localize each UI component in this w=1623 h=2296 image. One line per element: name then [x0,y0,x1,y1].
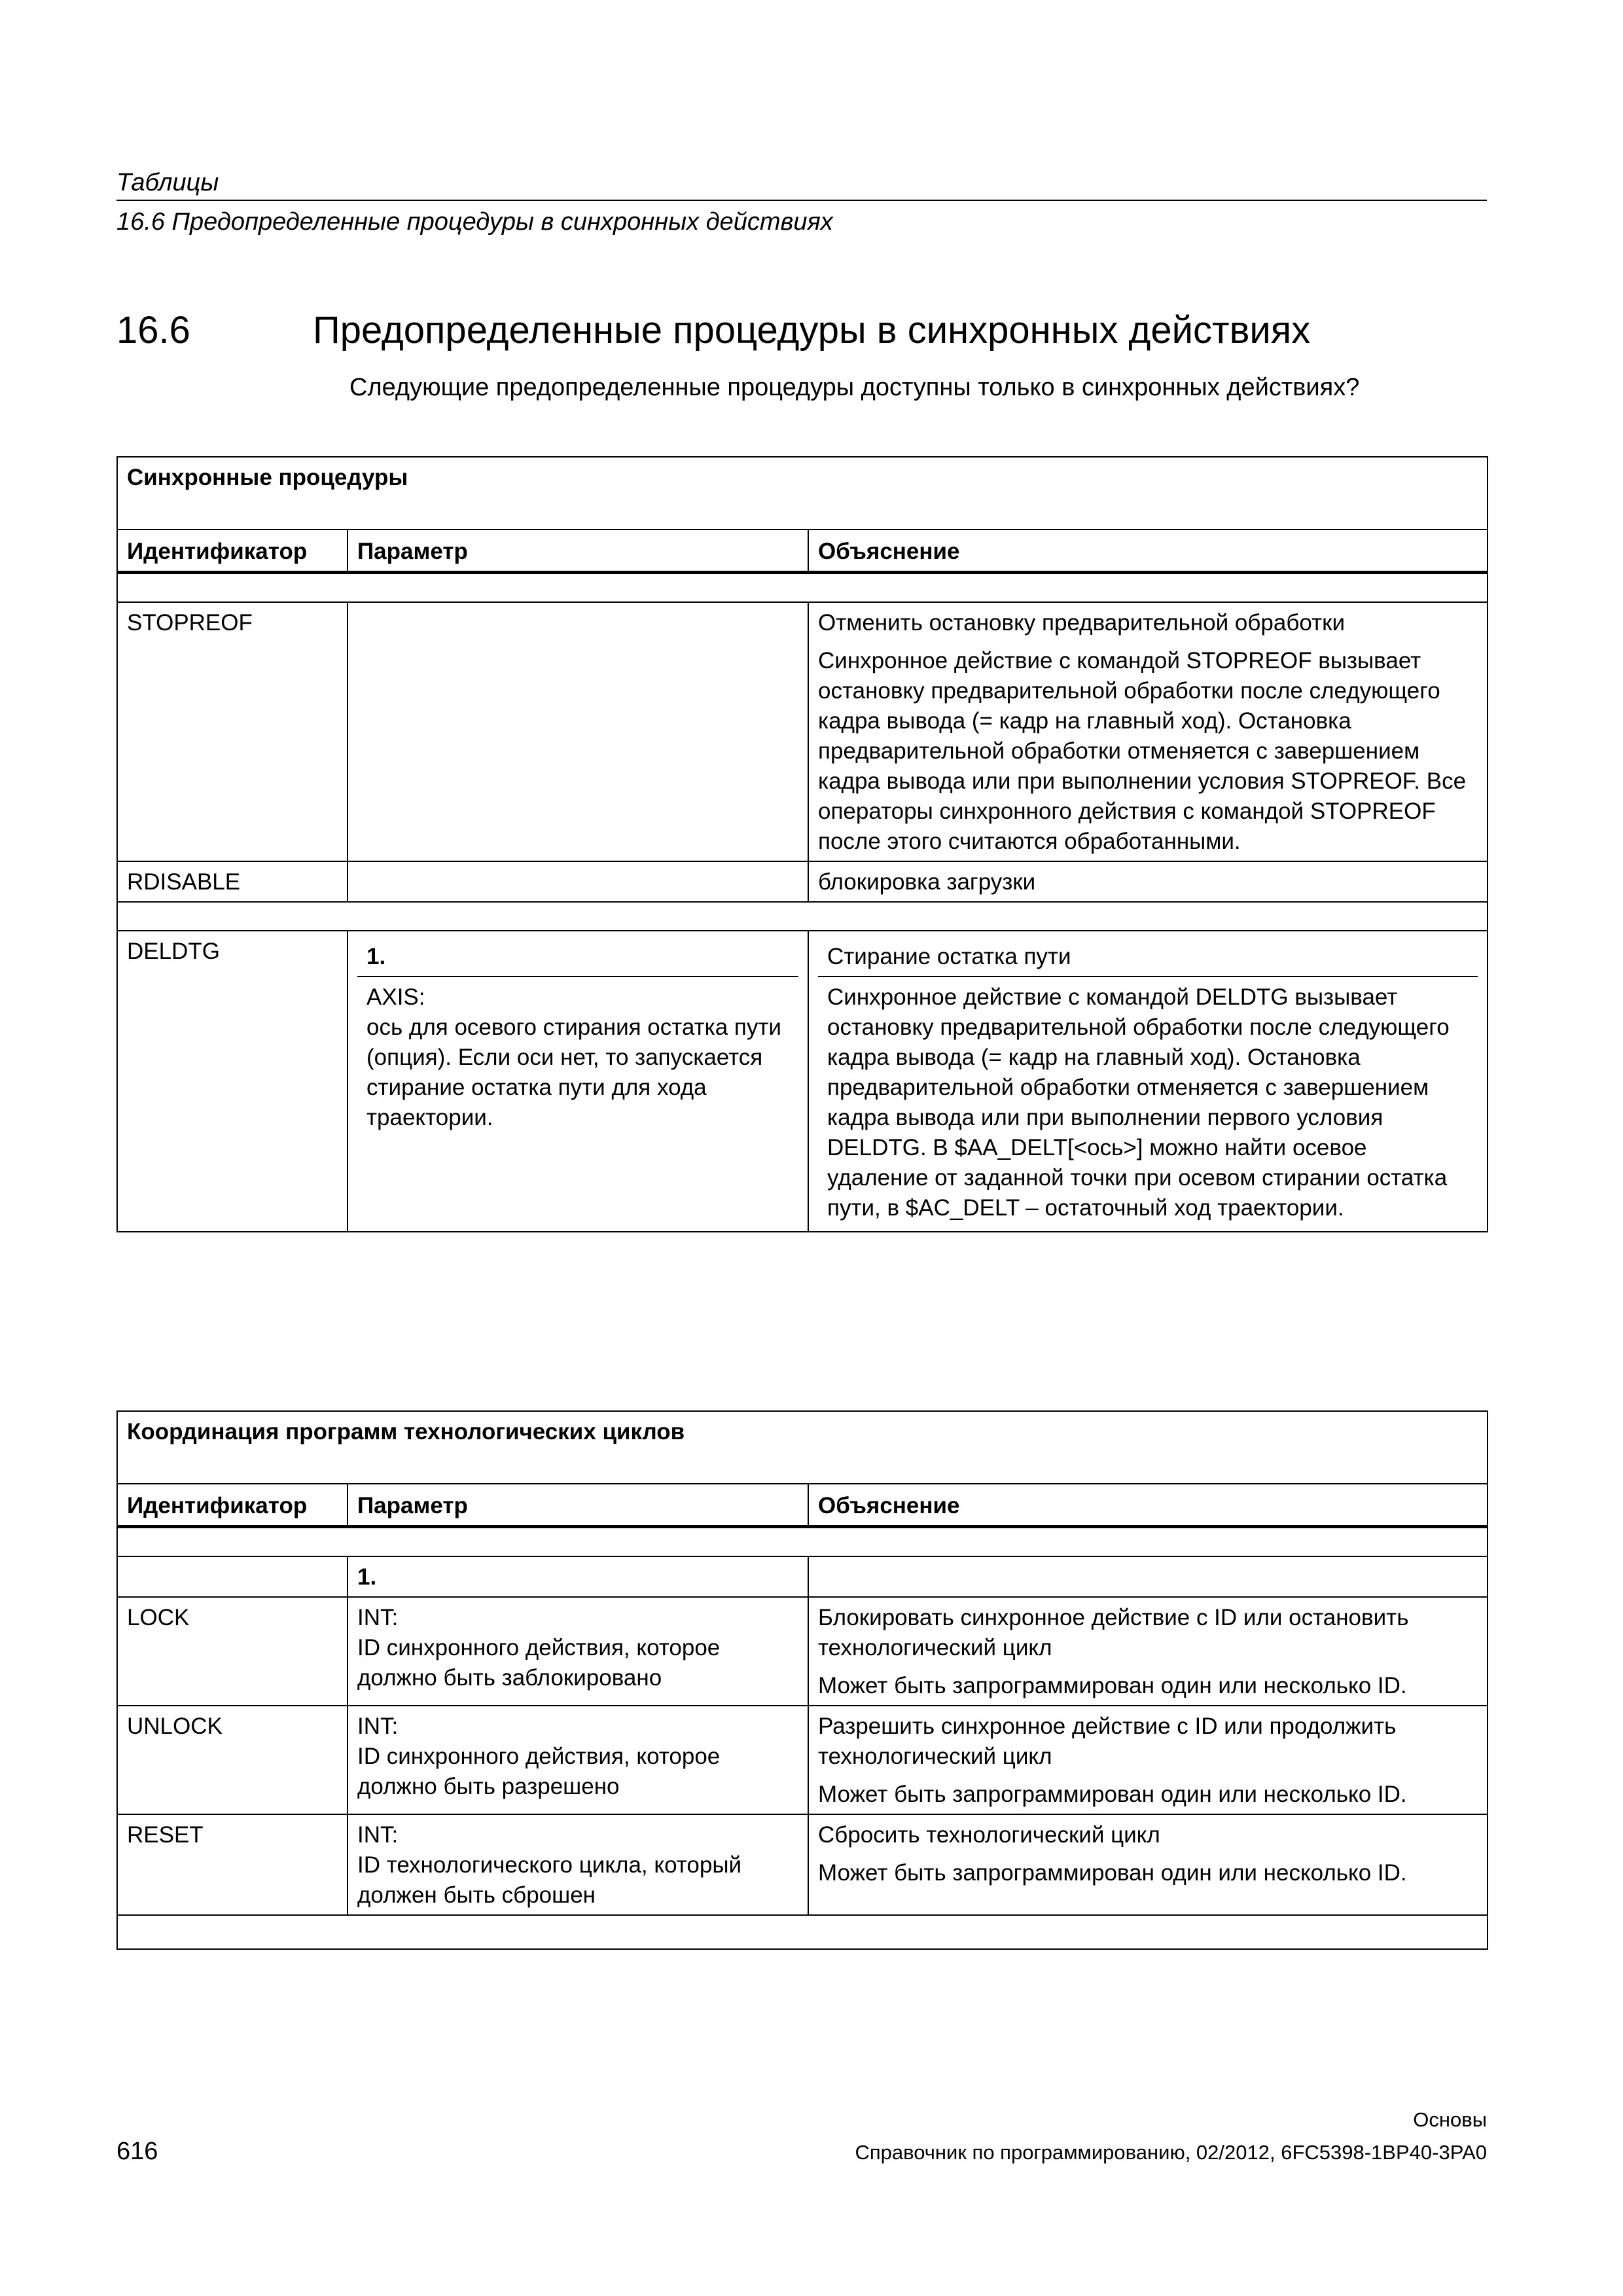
column-header-parameter: Параметр [348,1484,808,1527]
identifier-cell: DELDTG [117,931,348,1232]
parameter-text: ID синхронного действия, которое должно быть заблокировано [357,1635,721,1691]
header-rule [116,200,1487,201]
column-header-parameter: Параметр [348,529,808,573]
parameter-text: ось для осевого стирания остатка пути (опция). Если оси нет, то запускается стирание остатка пути для хода траектории. [366,1014,781,1130]
table-caption-row [117,1411,1488,1484]
identifier-cell: LOCK [117,1597,348,1706]
running-header-chapter: Таблицы [116,169,219,196]
parameter-cell [348,1706,808,1814]
explanation-cell [808,931,1488,1232]
parameter-text: ID синхронного действия, которое должно быть разрешено [357,1744,721,1799]
explanation-note: Может быть запрограммирован один или несколько ID. [818,1673,1407,1698]
explanation-cell [808,602,1488,861]
parameter-type: INT: [357,1713,399,1739]
explanation-title: Стирание остатка пути [818,937,1478,977]
explanation-note: Может быть запрограммирован один или несколько ID. [818,1860,1407,1886]
parameter-number: 1. [348,1556,808,1597]
explanation-cell [808,1556,1488,1597]
cycle-coordination-table [116,1410,1488,1950]
parameter-number-row [117,1556,1488,1597]
parameter-cell [348,861,808,902]
footer-book-title: Основы [1413,2108,1487,2131]
table-row [117,931,1488,1232]
identifier-cell: RDISABLE [117,861,348,902]
table-row [117,1706,1488,1814]
explanation-title: Сбросить технологический цикл [818,1822,1160,1848]
spacer-row [117,1527,1488,1557]
parameter-description [357,977,798,1137]
spacer-row [117,1915,1488,1949]
parameter-cell [348,931,808,1232]
parameter-cell [348,1814,808,1915]
table-row [117,861,1488,902]
footer-reference: Справочник по программированию, 02/2012, 6FC5398-1BP40-3PA0 [855,2141,1487,2164]
spacer-row [117,573,1488,603]
parameter-cell [348,1597,808,1706]
parameter-type: INT: [357,1822,399,1848]
explanation-body: Синхронное действие с командой DELDTG вызывает остановку предварительной обработки после следующего кадра вывода (= кадр на главный ход). Остановка предварительной обработки отменяется с завершением кадра вывода или при выполнении первого условия DELDTG. В $AA_DELT[<ось>] можно найти осевое удаление от заданной точки при осевом стирании остатка пути, в $AC_DELT – остаточный ход траектории. [827,984,1450,1221]
running-header-section: 16.6 Предопределенные процедуры в синхронных действиях [116,208,833,236]
identifier-cell: RESET [117,1814,348,1915]
explanation-title: Разрешить синхронное действие с ID или продолжить технологический цикл [818,1713,1397,1769]
table-caption: Синхронные процедуры [117,457,1488,529]
explanation-cell [808,1597,1488,1706]
table-row [117,1814,1488,1915]
page-number: 616 [116,2138,158,2165]
explanation-body: Синхронное действие с командой STOPREOF вызывает остановку предварительной обработки после следующего кадра вывода (= кадр на главный ход). Остановка предварительной обработки отменяется с завершением кадра вывода или при выполнении условия STOPREOF. Все операторы синхронного действия с командой STOPREOF после этого считаются обработанными. [818,648,1467,854]
explanation-cell [808,1706,1488,1814]
column-header-explanation: Объяснение [808,529,1488,573]
explanation-cell: блокировка загрузки [808,861,1488,902]
identifier-cell [117,1556,348,1597]
parameter-name: AXIS: [366,984,425,1010]
spacer-row [117,902,1488,931]
explanation-note: Может быть запрограммирован один или несколько ID. [818,1782,1407,1807]
column-header-explanation: Объяснение [808,1484,1488,1527]
table-row [117,1597,1488,1706]
table-caption: Координация программ технологических циклов [117,1411,1488,1484]
explanation-cell [808,1814,1488,1915]
column-header-identifier: Идентификатор [117,529,348,573]
identifier-cell: UNLOCK [117,1706,348,1814]
table-header-row [117,1484,1488,1527]
sync-procedures-table [116,456,1488,1232]
identifier-cell: STOPREOF [117,602,348,861]
parameter-text: ID технологического цикла, который должен быть сброшен [357,1852,742,1908]
section-title: Предопределенные процедуры в синхронных действиях [313,309,1311,351]
section-intro: Следующие предопределенные процедуры доступны только в синхронных действиях? [349,374,1360,401]
table-row [117,602,1488,861]
section-number: 16.6 [116,309,190,351]
parameter-cell [348,602,808,861]
parameter-type: INT: [357,1605,399,1630]
column-header-identifier: Идентификатор [117,1484,348,1527]
table-caption-row [117,457,1488,529]
table-header-row [117,529,1488,573]
parameter-number: 1. [357,937,798,977]
explanation-title: Блокировать синхронное действие с ID или остановить технологический цикл [818,1605,1409,1660]
explanation-title: Отменить остановку предварительной обработки [818,610,1345,636]
